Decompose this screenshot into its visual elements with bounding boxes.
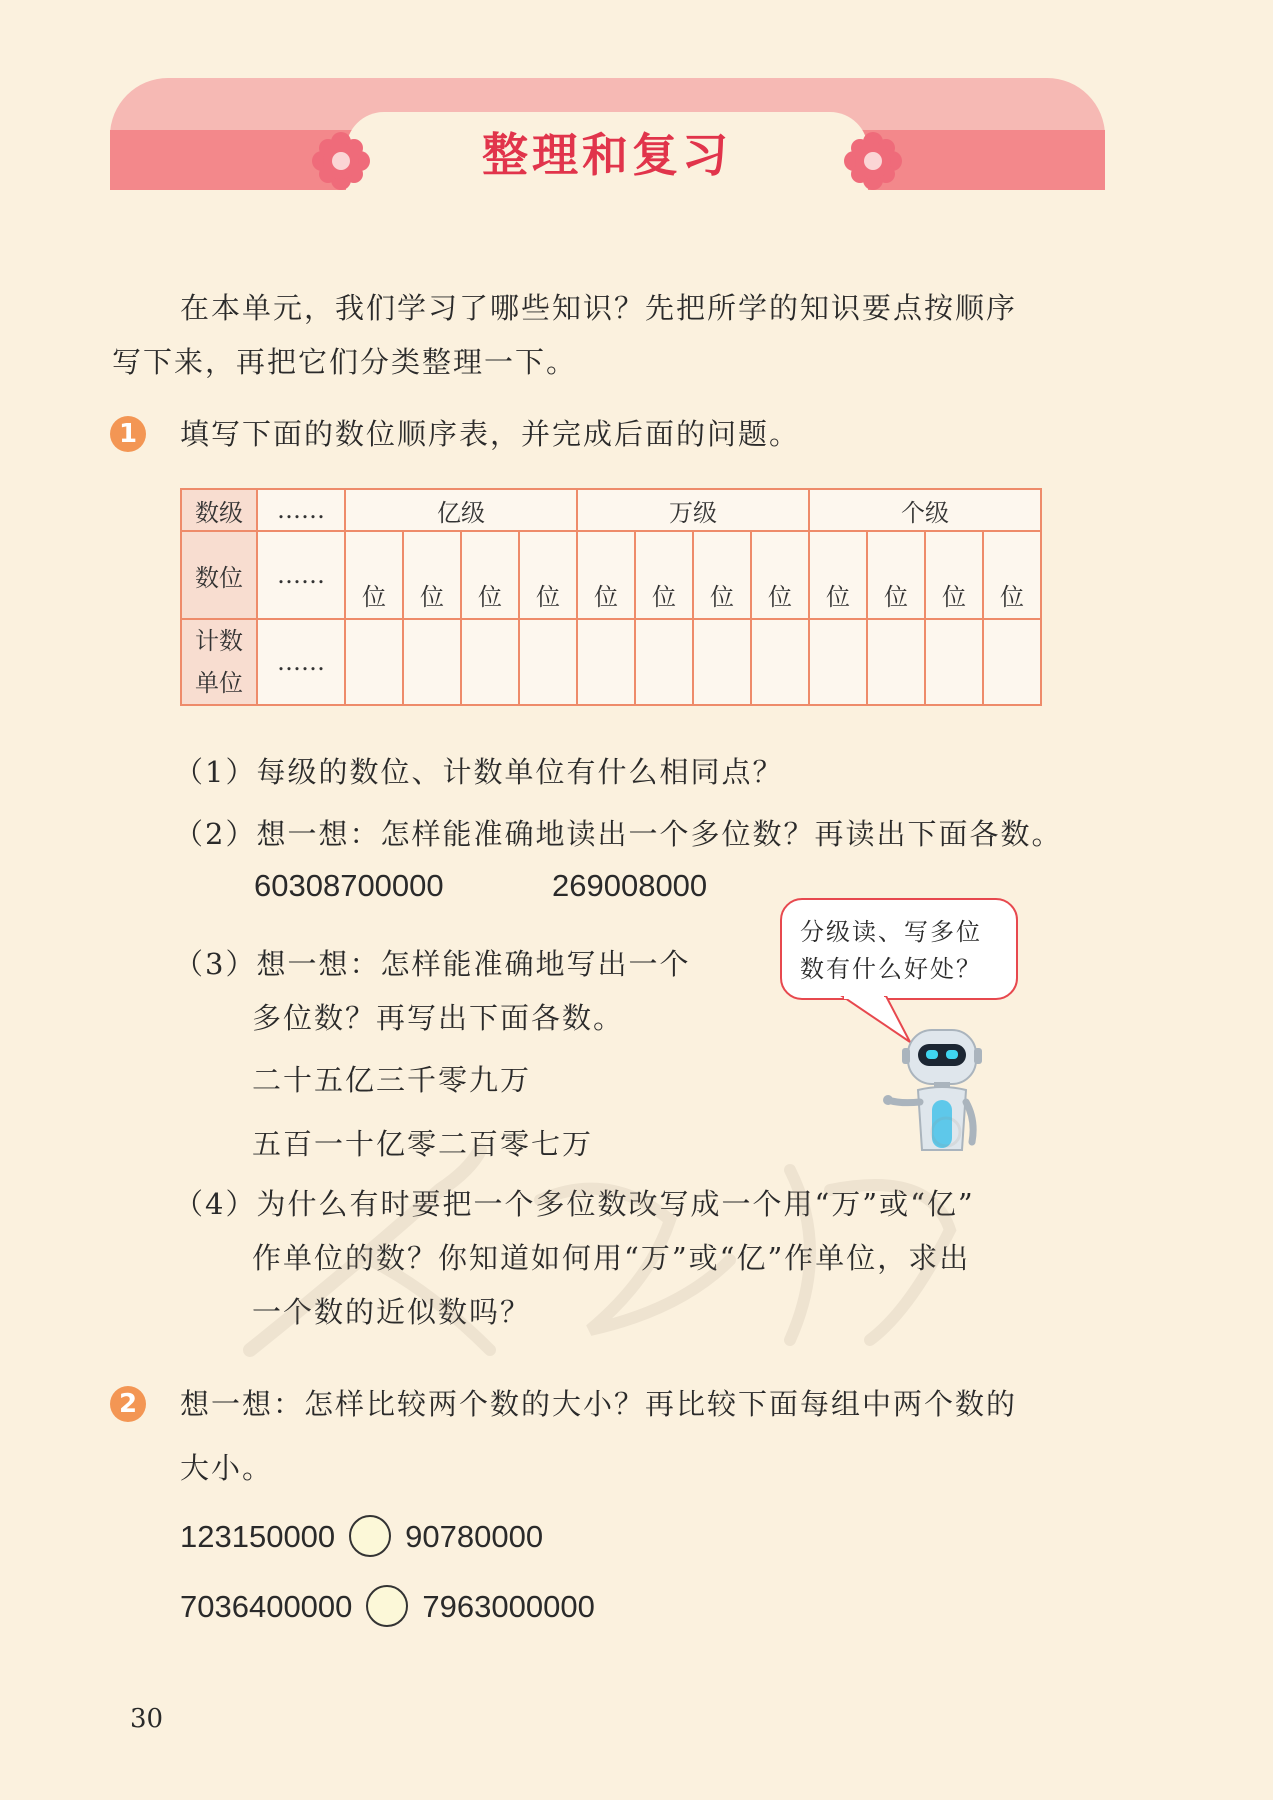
intro-line-2: 写下来，再把它们分类整理一下。 bbox=[112, 345, 578, 379]
level-ge: 个级 bbox=[809, 489, 1041, 531]
header-banner bbox=[110, 78, 1105, 190]
place-cell[interactable]: 位 bbox=[635, 531, 693, 619]
page-title: 整理和复习 bbox=[482, 128, 732, 182]
compare-number: 90780000 bbox=[405, 1519, 544, 1555]
row-label-place: 数位 bbox=[181, 531, 257, 619]
place-cell[interactable]: 位 bbox=[751, 531, 809, 619]
place-cell[interactable]: 位 bbox=[983, 531, 1041, 619]
speech-bubble bbox=[780, 898, 1018, 1000]
unit-cell[interactable] bbox=[925, 619, 983, 705]
q1-sub3-line1: （3）想一想：怎样能准确地写出一个 bbox=[174, 947, 691, 981]
unit-cell[interactable] bbox=[461, 619, 519, 705]
intro-line-1: 在本单元，我们学习了哪些知识？先把所学的知识要点按顺序 bbox=[180, 291, 1018, 325]
watermark-decoration bbox=[230, 1110, 990, 1370]
level-yi: 亿级 bbox=[345, 489, 577, 531]
unit-cell[interactable] bbox=[403, 619, 461, 705]
dots-cell: …… bbox=[257, 619, 345, 705]
compare-number: 7963000000 bbox=[422, 1589, 595, 1625]
unit-cell[interactable] bbox=[809, 619, 867, 705]
q1-sub3-line2: 多位数？再写出下面各数。 bbox=[252, 1001, 625, 1035]
compare-row-1 bbox=[180, 1518, 543, 1560]
read-number-b: 269008000 bbox=[552, 868, 708, 903]
q2-line-2: 大小。 bbox=[180, 1451, 274, 1485]
compare-row-2 bbox=[180, 1588, 595, 1630]
place-cell[interactable]: 位 bbox=[577, 531, 635, 619]
place-cell[interactable]: 位 bbox=[925, 531, 983, 619]
unit-cell[interactable] bbox=[635, 619, 693, 705]
row-label-unit bbox=[181, 619, 257, 705]
place-cell[interactable]: 位 bbox=[867, 531, 925, 619]
q1-sub2: （2）想一想：怎样能准确地读出一个多位数？再读出下面各数。 bbox=[174, 817, 1063, 851]
flower-icon bbox=[844, 132, 902, 190]
q1-sub4-line1: （4）为什么有时要把一个多位数改写成一个用“万”或“亿” bbox=[174, 1187, 975, 1221]
unit-cell[interactable] bbox=[751, 619, 809, 705]
dots-cell: …… bbox=[257, 531, 345, 619]
level-wan: 万级 bbox=[577, 489, 809, 531]
question-number-badge: 1 bbox=[110, 416, 146, 452]
write-number-a: 二十五亿三千零九万 bbox=[252, 1063, 532, 1097]
row-label-unit-line1: 计数 bbox=[195, 627, 243, 655]
unit-cell[interactable] bbox=[519, 619, 577, 705]
place-cell[interactable]: 位 bbox=[809, 531, 867, 619]
bubble-line-1: 分级读、写多位 bbox=[800, 918, 982, 946]
compare-number: 123150000 bbox=[180, 1519, 336, 1555]
place-cell[interactable]: 位 bbox=[403, 531, 461, 619]
q2-line-1: 想一想：怎样比较两个数的大小？再比较下面每组中两个数的 bbox=[180, 1387, 1018, 1421]
compare-answer-circle[interactable] bbox=[349, 1515, 391, 1557]
dots-cell: …… bbox=[257, 489, 345, 531]
write-number-b: 五百一十亿零二百零七万 bbox=[252, 1127, 594, 1161]
question-number-badge: 2 bbox=[110, 1386, 146, 1422]
row-label-unit-line2: 单位 bbox=[195, 669, 243, 697]
place-cell[interactable]: 位 bbox=[519, 531, 577, 619]
place-cell[interactable]: 位 bbox=[461, 531, 519, 619]
unit-cell[interactable] bbox=[867, 619, 925, 705]
compare-answer-circle[interactable] bbox=[366, 1585, 408, 1627]
q1-sub4-line3: 一个数的近似数吗？ bbox=[252, 1295, 532, 1329]
place-cell[interactable]: 位 bbox=[345, 531, 403, 619]
unit-cell[interactable] bbox=[577, 619, 635, 705]
place-value-table bbox=[180, 488, 1042, 706]
row-label-level: 数级 bbox=[181, 489, 257, 531]
unit-cell[interactable] bbox=[693, 619, 751, 705]
place-cell[interactable]: 位 bbox=[693, 531, 751, 619]
read-number-a: 60308700000 bbox=[254, 868, 444, 903]
compare-number: 7036400000 bbox=[180, 1589, 353, 1625]
q1-sub1: （1）每级的数位、计数单位有什么相同点？ bbox=[174, 755, 784, 789]
q1-sub4-line2: 作单位的数？你知道如何用“万”或“亿”作单位，求出 bbox=[252, 1241, 971, 1275]
q1-prompt: 填写下面的数位顺序表，并完成后面的问题。 bbox=[180, 417, 801, 451]
unit-cell[interactable] bbox=[345, 619, 403, 705]
bubble-line-2: 数有什么好处？ bbox=[800, 955, 982, 983]
unit-cell[interactable] bbox=[983, 619, 1041, 705]
page-number: 30 bbox=[130, 1704, 164, 1734]
